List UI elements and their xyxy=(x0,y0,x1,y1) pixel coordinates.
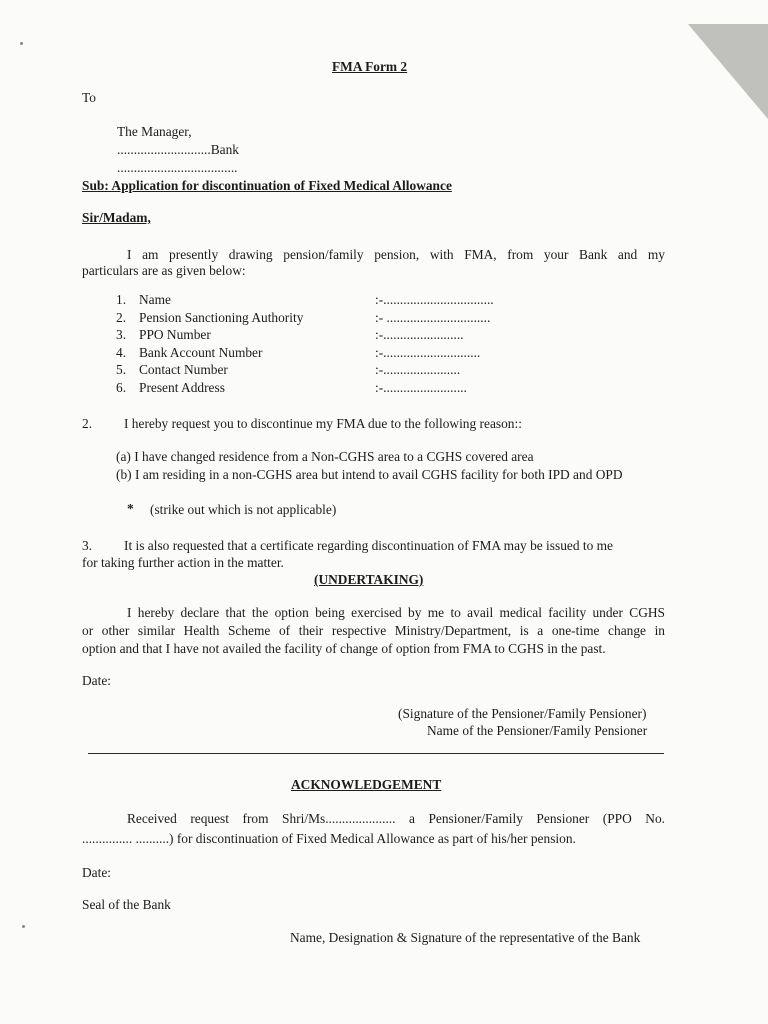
undertaking-line-3: option and that I have not availed the facility of change of option from FMA to CGHS in the past. xyxy=(82,641,606,656)
particular-number: 4. xyxy=(116,345,127,360)
strike-out-bullet: * xyxy=(127,501,134,516)
reason-b: (b) I am residing in a non-CGHS area but intend to avail CGHS facility for both IPD and OPD xyxy=(116,467,623,482)
bank-seal-label: Seal of the Bank xyxy=(82,897,171,912)
particular-label: PPO Number xyxy=(139,327,211,342)
to-label: To xyxy=(82,90,96,105)
page-corner-fold xyxy=(688,24,768,119)
particular-label: Name xyxy=(139,292,171,307)
particular-blank: :- ............................... xyxy=(375,310,491,325)
para-2-text: I hereby request you to discontinue my FMA due to the following reason:: xyxy=(124,416,522,431)
acknowledgement-heading: ACKNOWLEDGEMENT xyxy=(291,777,442,792)
section-divider xyxy=(88,753,664,754)
bank-name-blank: ............................Bank xyxy=(117,142,239,157)
particular-blank: :-................................. xyxy=(375,292,494,307)
bank-address-blank: .................................... xyxy=(117,160,238,175)
form-title: FMA Form 2 xyxy=(332,59,408,74)
particular-blank: :-......................... xyxy=(375,380,467,395)
bank-representative-label: Name, Designation & Signature of the representative of the Bank xyxy=(290,930,641,945)
acknowledgement-date-label: Date: xyxy=(82,865,111,880)
particular-blank: :-....................... xyxy=(375,362,461,377)
particular-number: 2. xyxy=(116,310,127,325)
particular-blank: :-........................ xyxy=(375,327,464,342)
intro-line-1: I am presently drawing pension/family pension, with FMA, from your Bank and my xyxy=(127,247,665,262)
manager-label: The Manager, xyxy=(117,124,192,139)
particular-label: Bank Account Number xyxy=(139,345,263,360)
undertaking-line-2: or other similar Health Scheme of their respective Ministry/Department, is a one-time change in xyxy=(82,623,665,638)
acknowledgement-line-1: Received request from Shri/Ms..................... a Pensioner/Family Pensioner (PPO No. xyxy=(127,811,665,826)
strike-out-note: (strike out which is not applicable) xyxy=(150,502,337,517)
para-3-number: 3. xyxy=(82,538,93,553)
para-3-line-1: It is also requested that a certificate regarding discontinuation of FMA may be issued to me xyxy=(124,538,613,553)
date-label: Date: xyxy=(82,673,111,688)
salutation: Sir/Madam, xyxy=(82,210,151,225)
para-3-line-2: for taking further action in the matter. xyxy=(82,555,284,570)
particular-label: Present Address xyxy=(139,380,225,395)
particular-number: 1. xyxy=(116,292,127,307)
scan-speck xyxy=(22,925,25,928)
pensioner-name-label: Name of the Pensioner/Family Pensioner xyxy=(427,723,648,738)
intro-line-2: particulars are as given below: xyxy=(82,263,246,278)
acknowledgement-line-2: ............... ..........) for discontinuation of Fixed Medical Allowance as part of his/her pension. xyxy=(82,831,576,846)
particular-label: Contact Number xyxy=(139,362,228,377)
undertaking-line-1: I hereby declare that the option being exercised by me to avail medical facility under CGHS xyxy=(127,605,665,620)
particular-label: Pension Sanctioning Authority xyxy=(139,310,304,325)
subject-line: Sub: Application for discontinuation of Fixed Medical Allowance xyxy=(82,178,452,193)
particular-blank: :-............................. xyxy=(375,345,481,360)
particular-number: 3. xyxy=(116,327,127,342)
particular-number: 6. xyxy=(116,380,127,395)
reason-a: (a) I have changed residence from a Non-CGHS area to a CGHS covered area xyxy=(116,449,534,464)
scan-speck xyxy=(20,42,23,45)
para-2-number: 2. xyxy=(82,416,93,431)
signature-label: (Signature of the Pensioner/Family Pensioner) xyxy=(398,706,647,721)
undertaking-heading: (UNDERTAKING) xyxy=(314,572,424,587)
particular-number: 5. xyxy=(116,362,127,377)
